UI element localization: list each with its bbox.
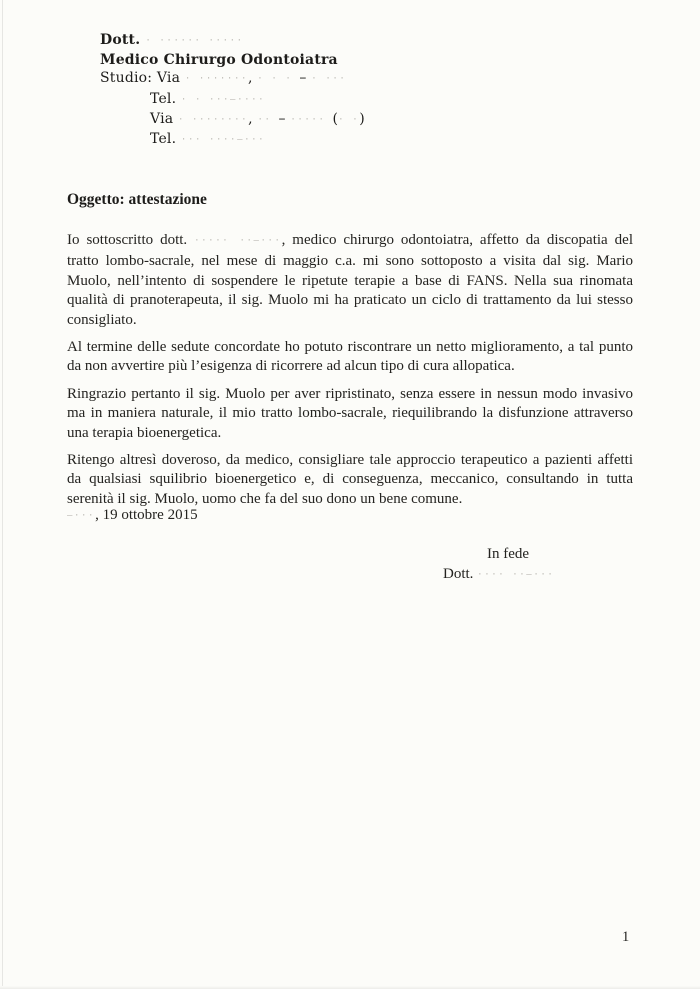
signature-block (443, 545, 554, 586)
text-segment: Tel. (150, 131, 181, 148)
redacted-text: · ······ ····· (145, 36, 244, 46)
letterhead-studio-address-line (100, 69, 365, 89)
text-segment: Dott. (100, 32, 146, 48)
text-segment: , 19 ottobre 2015 (95, 507, 198, 523)
text-segment: Ringrazio pertanto il sig. Muolo per aver ripristinato, senza essere in nessun modo invasivo ma in maniera naturale, il mio tratto lombo-sacrale, riequilibrando la disfunzione attraverso una terapia bioenergetica. (67, 385, 633, 441)
redacted-text: ····· ··–··· (194, 236, 282, 246)
letterhead-address-line-2 (100, 110, 365, 130)
text-segment: Dott. (443, 565, 478, 582)
letterhead-phone-line-1 (100, 90, 365, 110)
redacted-text: · ······· (184, 74, 248, 85)
redacted-text: · · (338, 114, 360, 125)
text-segment: Tel. (150, 90, 181, 107)
redacted-text: ····· (290, 114, 333, 125)
paragraph-4 (67, 451, 633, 509)
text-segment: Medico Chirurgo Odontoiatra (100, 52, 338, 69)
text-segment: Io sottoscritto dott. (67, 232, 195, 248)
text-segment: Ritengo altresì doveroso, da medico, consigliare tale approccio terapeutico a pazienti affetti da qualsiasi squilibrio bioenergetico e, di conseguenza, meccanico, consultando in tutta serenità il sig. Muolo, uomo che fa del suo dono un bene comune. (67, 452, 633, 507)
text-segment: , medico chirurgo odontoiatra, affetto da discopatia del tratto lombo-sacrale, nel mese di maggio c.a. mi sono sottoposto a visita dal sig. Mario Muolo, nell’intento di sospendere le ripetute terapie a base di FANS. Nella sua rinomata qualità di pranoterapeuta, il sig. Muolo mi ha praticato un ciclo di trattamento da lui stesso consigliato. (67, 232, 633, 328)
redacted-text: · · · (257, 74, 300, 85)
closing-formula: In fede (487, 546, 530, 562)
letterhead (100, 31, 365, 150)
signatory-line (443, 565, 554, 587)
text-segment: Al termine delle sedute concordate ho potuto riscontrare un netto miglioramento, a tal punto da non avvertire più l’esigenza di ricorrere ad alcun tipo di cura allopatica. (67, 339, 633, 375)
text-segment: , (248, 110, 258, 127)
redacted-text: · ········ (177, 114, 249, 125)
paragraph-3 (67, 385, 633, 443)
letterhead-title-line (100, 51, 365, 69)
text-segment: – (299, 70, 312, 87)
text-segment: ) (359, 110, 365, 127)
subject-line: Oggetto: attestazione (67, 191, 207, 208)
redacted-text: ··· ····–··· (180, 135, 266, 146)
text-segment: , (247, 70, 258, 87)
place-date-line (67, 507, 198, 524)
text-segment: Via (150, 110, 178, 127)
redacted-text: –··· (67, 511, 96, 521)
letter-body (67, 231, 633, 517)
text-segment: ( (332, 110, 339, 127)
paragraph-2 (67, 338, 633, 377)
redacted-text: ···· ··–··· (477, 569, 555, 580)
text-segment: Studio: Via (100, 70, 185, 87)
page-number: 1 (622, 929, 630, 945)
paragraph-1 (67, 231, 633, 330)
scan-edge-artifact-left (2, 0, 3, 989)
letterhead-phone-line-2 (100, 130, 365, 150)
text-segment: – (278, 110, 291, 127)
redacted-text: · · ···–···· (180, 94, 266, 105)
letterhead-doctor-name-line (100, 31, 365, 51)
redacted-text: ·· (257, 114, 279, 125)
redacted-text: · ··· (311, 74, 347, 85)
